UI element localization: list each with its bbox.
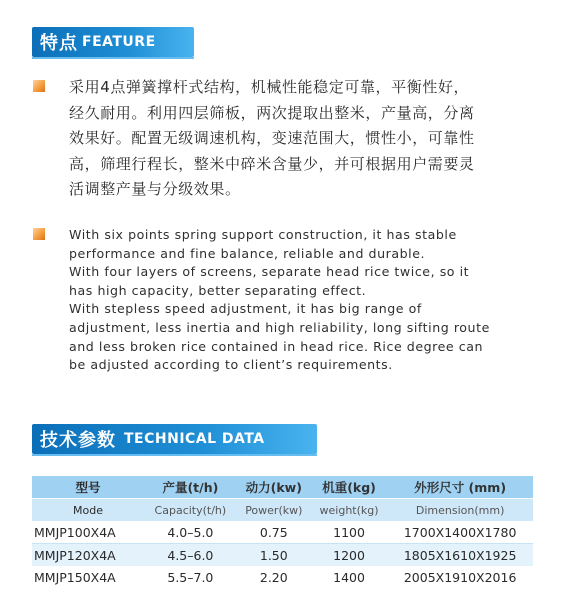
table-row (32, 521, 533, 544)
cell-weight: 1200 (311, 544, 387, 567)
tech-data-banner-underline (32, 454, 317, 456)
table-row (32, 544, 533, 567)
header-model-cn: 型号 (32, 476, 144, 499)
table-row (32, 566, 533, 588)
header-weight-en: weight(kg) (311, 499, 387, 522)
table-header-row-en (32, 499, 533, 522)
table-header-row-cn (32, 476, 533, 499)
cell-power: 0.75 (237, 521, 311, 544)
features-en-line: With six points spring support construction, it has stable (69, 227, 457, 242)
bullet-square-icon (33, 80, 45, 92)
cell-dimension: 1700X1400X1780 (387, 521, 533, 544)
features-en-line: With four layers of screens, separate head rice twice, so it (69, 264, 470, 280)
cell-dimension: 1805X1610X1925 (387, 544, 533, 567)
features-cn-line: 采用4点弹簧撑杆式结构，机械性能稳定可靠，平衡性好， (69, 78, 470, 96)
cell-model: MMJP120X4A (32, 544, 144, 567)
header-capacity-en: Capacity(t/h) (144, 499, 237, 522)
header-weight-cn: 机重(kg) (311, 476, 387, 499)
features-banner (32, 27, 194, 57)
header-model-en: Mode (32, 499, 144, 522)
features-banner-underline (32, 57, 194, 59)
features-en-line: has high capacity, better separating effect. (69, 282, 367, 298)
cell-capacity: 5.5–7.0 (144, 566, 237, 588)
cell-dimension: 2005X1910X2016 (387, 566, 533, 588)
tech-data-title-cn: 技术参数 (40, 430, 116, 451)
cell-power: 1.50 (237, 544, 311, 567)
features-en-line: performance and fine balance, reliable and durable. (69, 245, 426, 261)
tech-data-title-en: TECHNICAL DATA (124, 431, 265, 447)
features-paragraph-cn (69, 75, 555, 203)
features-cn-line: 活调整产量与分级效果。 (69, 180, 241, 198)
cell-capacity: 4.5–6.0 (144, 544, 237, 567)
bullet-square-icon (33, 228, 45, 240)
tech-data-banner (32, 424, 317, 454)
cell-capacity: 4.0–5.0 (144, 521, 237, 544)
header-power-en: Power(kw) (237, 499, 311, 522)
features-en-line: With stepless speed adjustment, it has big range of (69, 301, 422, 317)
header-dimension-cn: 外形尺寸 (mm) (387, 476, 533, 499)
header-power-cn: 动力(kw) (237, 476, 311, 499)
features-cn-line: 效果好。配置无级调速机构，变速范围大，惯性小，可靠性 (69, 129, 475, 147)
cell-power: 2.20 (237, 566, 311, 588)
header-dimension-en: Dimension(mm) (387, 499, 533, 522)
features-title-cn: 特点 (40, 33, 78, 54)
cell-weight: 1100 (311, 521, 387, 544)
features-title-en: FEATURE (82, 34, 156, 50)
features-en-line: be adjusted according to client’s requirements. (69, 357, 393, 373)
features-en-line: and less broken rice contained in head rice. Rice degree can (69, 338, 484, 354)
cell-model: MMJP150X4A (32, 566, 144, 588)
cell-weight: 1400 (311, 566, 387, 588)
features-en-line: adjustment, less inertia and high reliability, long sifting route (69, 319, 490, 335)
cell-model: MMJP100X4A (32, 521, 144, 544)
features-paragraph-en (69, 226, 549, 375)
header-capacity-cn: 产量(t/h) (144, 476, 237, 499)
features-cn-line: 经久耐用。利用四层筛板，两次提取出整米，产量高，分离 (69, 103, 475, 122)
features-cn-line: 高，筛理行程长，整米中碎米含量少，并可根据用户需要灵 (69, 154, 475, 173)
technical-data-table (32, 476, 533, 588)
